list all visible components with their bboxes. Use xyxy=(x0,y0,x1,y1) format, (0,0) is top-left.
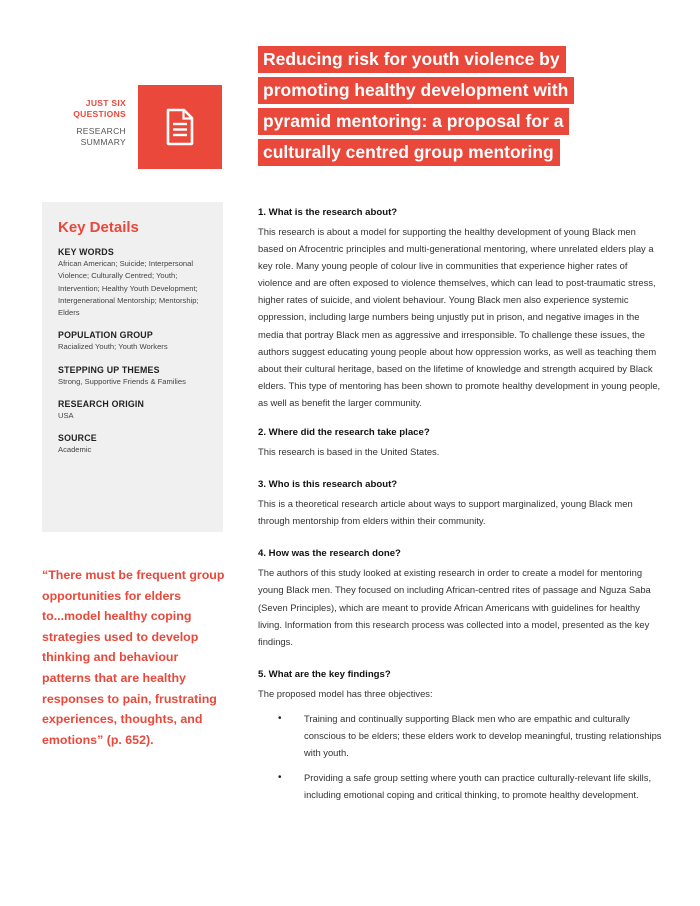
brand-line-just-six-questions: JUST SIX QUESTIONS xyxy=(73,98,126,119)
research-origin-text: USA xyxy=(58,411,74,421)
question-section xyxy=(258,206,662,411)
brand-label xyxy=(60,98,126,148)
key-details-title: Key Details xyxy=(58,219,139,236)
main-content xyxy=(258,206,662,821)
population-group-heading: POPULATION GROUP xyxy=(58,330,153,341)
source-text: Academic xyxy=(58,445,92,455)
findings-list xyxy=(258,710,662,803)
question-heading: 1. What is the research about? xyxy=(258,207,398,218)
key-details-panel xyxy=(42,202,223,532)
question-section xyxy=(258,426,662,460)
source-heading: SOURCE xyxy=(58,433,97,444)
brand-line-research-summary: RESEARCH SUMMARY xyxy=(76,126,126,147)
title-line: Reducing risk for youth violence by xyxy=(258,46,566,73)
question-section xyxy=(258,668,662,804)
list-item: • Providing a safe group setting where youth can practice culturally-relevant life skills, including emotional coping and critical thinking, to promote healthy development. xyxy=(276,769,662,803)
stepping-up-themes-heading: STEPPING UP THEMES xyxy=(58,364,160,375)
question-heading: 2. Where did the research take place? xyxy=(258,427,430,439)
title-line: pyramid mentoring: a proposal for a xyxy=(258,108,569,135)
question-heading: 3. Who is this research about? xyxy=(258,479,398,491)
question-body: This research is about a model for supporting the healthy development of young Black men based on Afrocentric principles and multi-generational mentoring, where unrelated elders play a key role. Many young people of colour live in communities that experience higher rates of violence and are often exposed to violence themselves, which can lead to post-traumatic stress, higher rates of suicide, and violent behaviour. Young Black men also experience systemic oppression, including large numbers being unjustly put in prison, and negative images in the media that portray Black men as aggressive and irresponsible. To challenge these issues, the authors suggest educating young people about how oppression works, as well as teaching them about their cultural heritage, based on the lifetime of knowledge and strength acquired by Black elders. This type of mentoring has been shown to promote healthy development in young people, as well as benefit the larger community. xyxy=(258,226,661,408)
question-body: This research is based in the United States. xyxy=(258,446,440,458)
page-title xyxy=(258,46,588,170)
key-words-text: African American; Suicide; Interpersonal Violence; Culturally Centred; Youth; Intervention; Healthy Youth Development; Intergenerational Mentorship; Mentorship; Elders xyxy=(58,259,199,318)
list-item: • Training and continually supporting Black men who are empathic and culturally conscious to be elders; these elders work to develop meaningful, trusting relationships with youth. xyxy=(276,710,662,761)
question-section xyxy=(258,478,662,529)
stepping-up-themes-text: Strong, Supportive Friends & Families xyxy=(58,376,186,386)
brand-icon-box xyxy=(138,85,222,169)
title-line: promoting healthy development with xyxy=(258,77,574,104)
document-icon xyxy=(165,108,195,146)
research-origin-heading: RESEARCH ORIGIN xyxy=(58,399,145,410)
question-heading: 5. What are the key findings? xyxy=(258,668,391,680)
population-group-text: Racialized Youth; Youth Workers xyxy=(58,342,168,352)
question-section xyxy=(258,547,662,649)
pull-quote: “There must be frequent group opportunities for elders to...model healthy coping strategies used to develop thinking and behaviour patterns that are healthy responses to pain, frustrating experiences, thoughts, and emotions” (p. 652). xyxy=(42,568,225,747)
title-line: culturally centred group mentoring xyxy=(258,139,560,166)
question-body: The authors of this study looked at existing research in order to create a model for mentoring young Black men. They focused on including African-centred rites of passage and Nguza Saba (Seven Principles), which are meant to provide African Americans with guidelines for healthy living. Information from this research process was collected into a model, presented as the key findings. xyxy=(258,567,651,647)
key-words-heading: KEY WORDS xyxy=(58,247,114,257)
question-body: The proposed model has three objectives: xyxy=(258,687,433,699)
question-heading: 4. How was the research done? xyxy=(258,548,401,560)
question-body: This is a theoretical research article about ways to support marginalized, young Black men through mentorship from elders within their community. xyxy=(258,498,633,527)
